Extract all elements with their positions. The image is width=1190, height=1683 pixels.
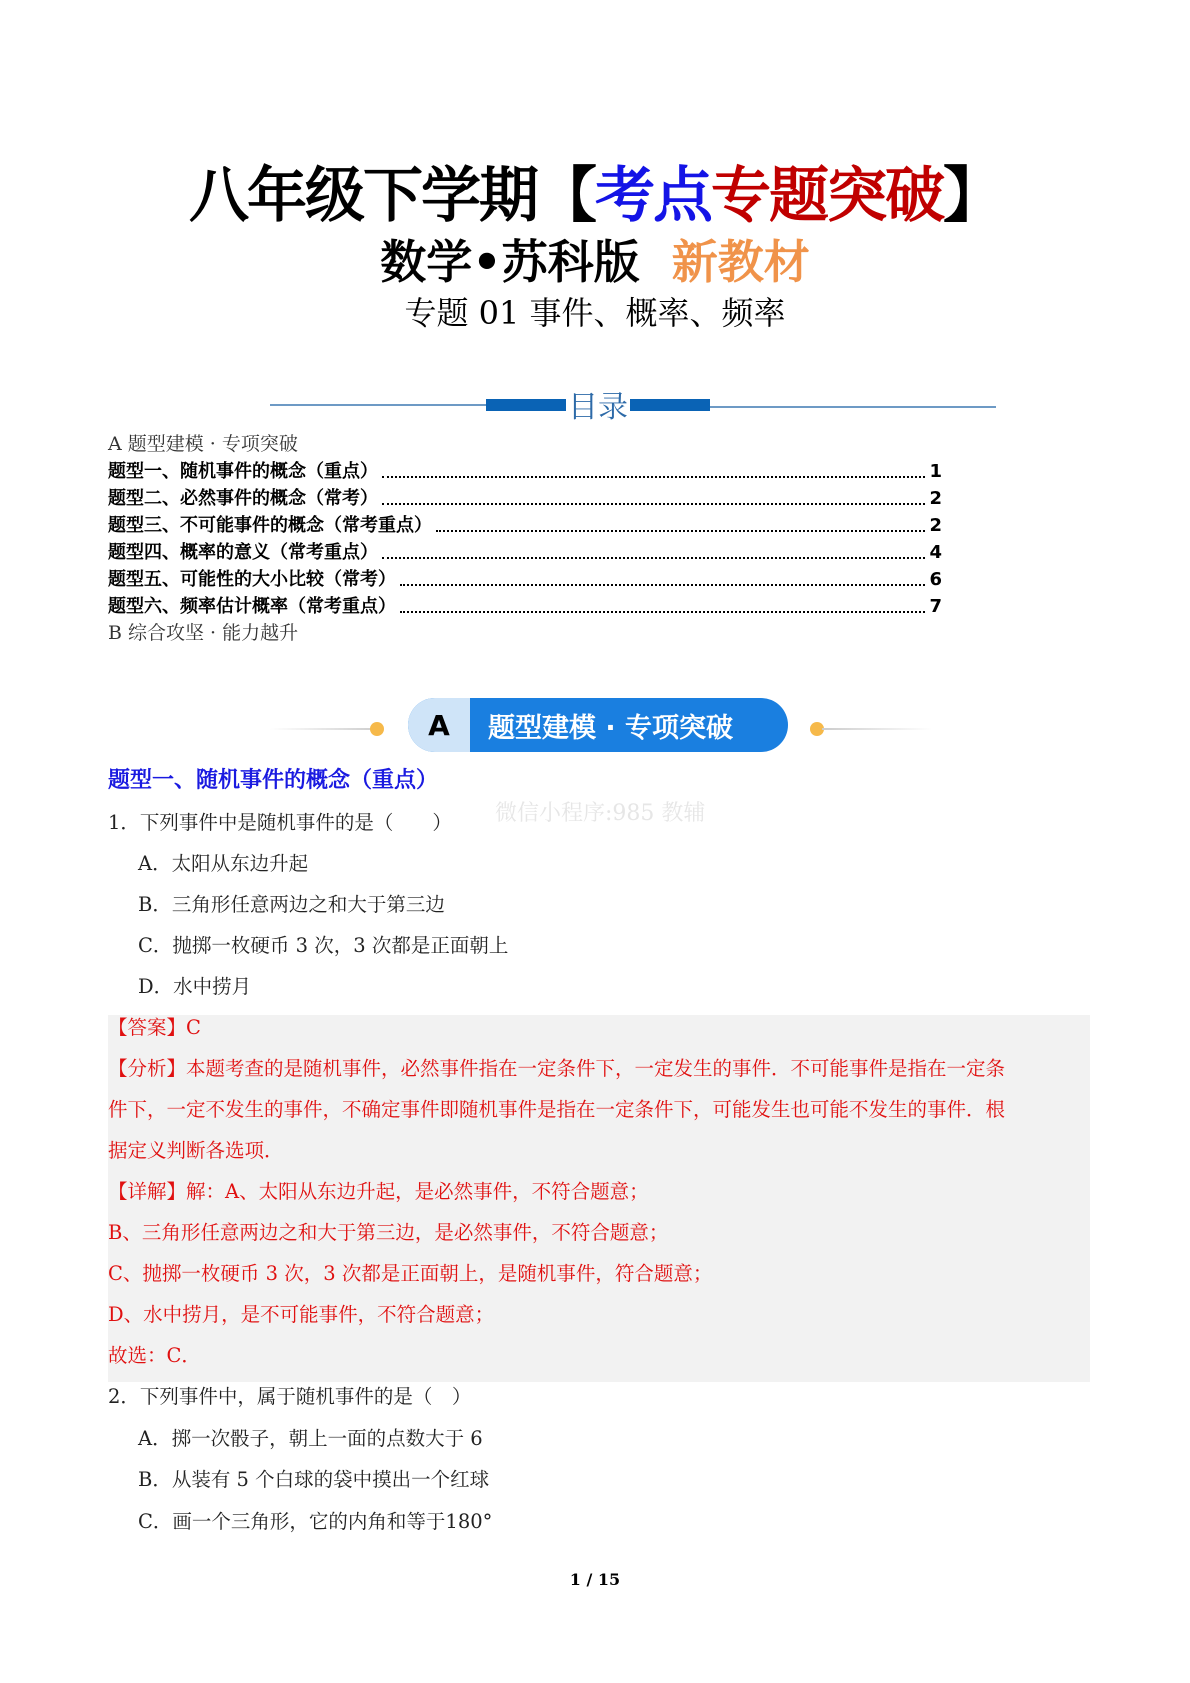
analysis-line: 【分析】本题考查的是随机事件，必然事件指在一定条件下，一定发生的事件．不可能事件是指在一定条 (108, 1057, 1006, 1080)
toc-item[interactable]: 题型三、不可能事件的概念（常考重点） 2 (108, 512, 942, 539)
detail-line: 【详解】解：A、太阳从东边升起，是必然事件，不符合题意； (108, 1180, 649, 1203)
detail-line: D、水中捞月，是不可能事件，不符合题意； (108, 1303, 495, 1326)
toc-item[interactable]: 题型六、频率估计概率（常考重点） 7 (108, 593, 942, 620)
question-2-stem: 2．下列事件中，属于随机事件的是（ ） (108, 1385, 472, 1408)
question-2-option: B．从装有 5 个白球的袋中摸出一个红球 (138, 1468, 490, 1491)
toc-section-b[interactable]: B 综合攻坚 · 能力越升 (108, 622, 299, 644)
watermark: 微信小程序:985 教辅 (495, 801, 706, 826)
question-2-option: C．画一个三角形，它的内角和等于180° (138, 1510, 493, 1533)
section-heading: 题型一、随机事件的概念（重点） (108, 768, 439, 793)
toc-item[interactable]: 题型五、可能性的大小比较（常考） 6 (108, 566, 942, 593)
toc-item[interactable]: 题型二、必然事件的概念（常考） 2 (108, 485, 942, 512)
page-number: 1 / 15 (569, 1570, 621, 1589)
document-subtitle: 数学•苏科版 新教材 (380, 235, 810, 289)
banner-letter: A (408, 698, 470, 752)
toc-divider-right (710, 406, 996, 408)
analysis-line: 据定义判断各选项． (108, 1139, 284, 1162)
toc-bar-left (486, 399, 566, 411)
question-1-option: D．水中捞月 (138, 975, 252, 998)
table-of-contents (108, 431, 942, 647)
banner-dot-left (370, 722, 384, 736)
banner-text: 题型建模 · 专项突破 (488, 712, 734, 744)
question-1-option: C．抛掷一枚硬币 3 次，3 次都是正面朝上 (138, 934, 509, 957)
toc-item[interactable]: 题型一、随机事件的概念（重点） 1 (108, 458, 942, 485)
question-1-option: B．三角形任意两边之和大于第三边 (138, 893, 445, 916)
document-title: 八年级下学期【考点专题突破】 (189, 161, 1001, 231)
toc-item[interactable]: 题型四、概率的意义（常考重点） 4 (108, 539, 942, 566)
toc-section-a[interactable]: A 题型建模 · 专项突破 (108, 433, 298, 455)
section-banner (408, 698, 788, 752)
banner-line-left (270, 728, 380, 730)
question-2-option: A．掷一次骰子，朝上一面的点数大于 6 (138, 1427, 483, 1450)
detail-line: C、抛掷一枚硬币 3 次，3 次都是正面朝上，是随机事件，符合题意； (108, 1262, 713, 1285)
topic-title: 专题 01 事件、概率、频率 (404, 294, 786, 332)
conclusion-line: 故选：C． (108, 1344, 201, 1367)
question-1-stem: 1．下列事件中是随机事件的是（ ） (108, 811, 452, 834)
detail-line: B、三角形任意两边之和大于第三边，是必然事件，不符合题意； (108, 1221, 669, 1244)
banner-line-right (822, 728, 932, 730)
toc-bar-right (630, 399, 710, 411)
question-1-option: A．太阳从东边升起 (138, 852, 309, 875)
toc-heading: 目录 (568, 390, 628, 425)
analysis-line: 件下，一定不发生的事件，不确定事件即随机事件是指在一定条件下，可能发生也可能不发生的事件．根 (108, 1098, 1006, 1121)
answer-line: 【答案】C (108, 1016, 201, 1039)
